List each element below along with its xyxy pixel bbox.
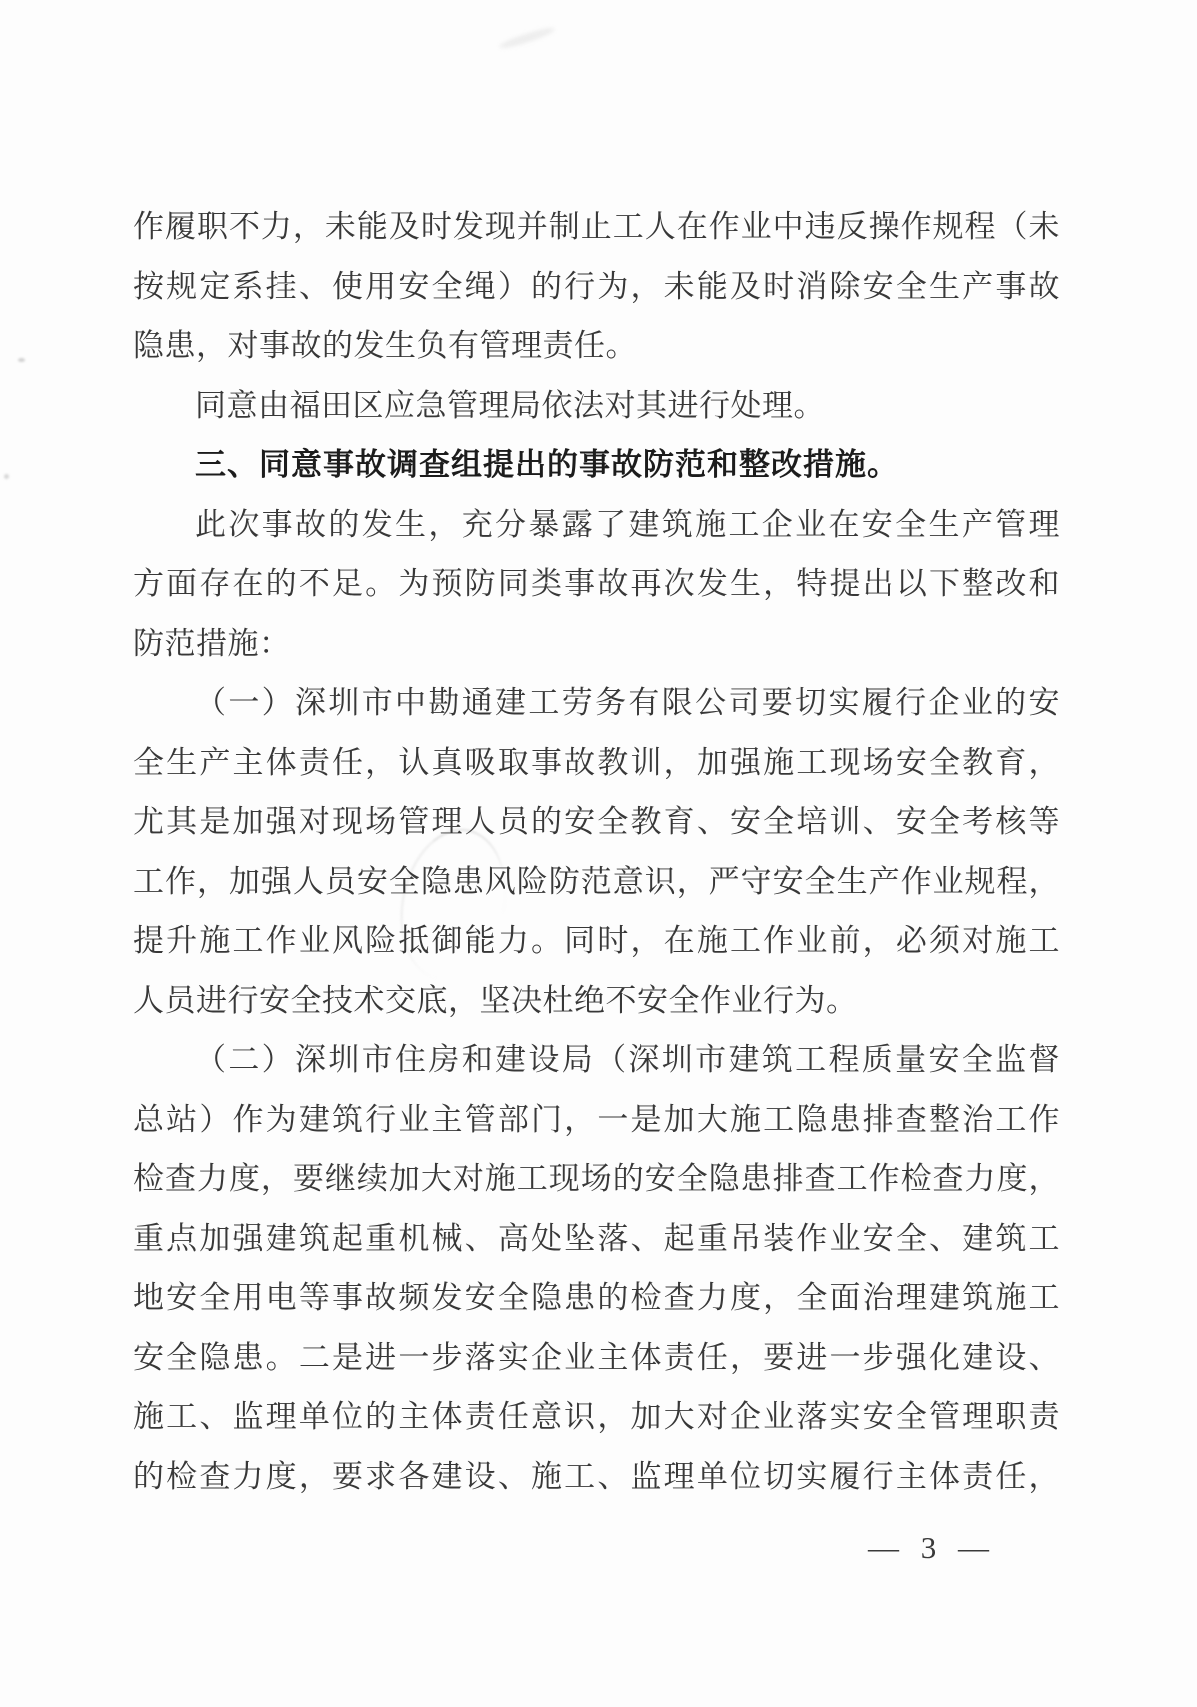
- text-line: 尤其是加强对现场管理人员的安全教育、安全培训、安全考核等: [133, 804, 1060, 839]
- scan-smudge: [498, 25, 556, 51]
- section-heading: 三、同意事故调查组提出的事故防范和整改措施。: [195, 447, 899, 482]
- text-line: 隐患，对事故的发生负有管理责任。: [133, 328, 637, 363]
- text-line: 作履职不力，未能及时发现并制止工人在作业中违反操作规程（未: [133, 209, 1060, 244]
- scan-speck: [18, 358, 25, 362]
- page-number: — 3 —: [868, 1530, 996, 1565]
- text-line: 防范措施：: [133, 625, 291, 661]
- text-line: 施工、监理单位的主体责任意识，加大对企业落实安全管理职责: [133, 1399, 1060, 1434]
- text-line: 同意由福田区应急管理局依法对其进行处理。: [195, 387, 825, 423]
- text-line: 总站）作为建筑行业主管部门，一是加大施工隐患排查整治工作: [133, 1101, 1060, 1137]
- text-line: 此次事故的发生，充分暴露了建筑施工企业在安全生产管理: [195, 506, 1060, 542]
- text-line: 检查力度，要继续加大对施工现场的安全隐患排查工作检查力度，: [133, 1161, 1060, 1196]
- text-line: 地安全用电等事故频发安全隐患的检查力度，全面治理建筑施工: [133, 1280, 1060, 1315]
- text-line: 安全隐患。二是进一步落实企业主体责任，要进一步强化建设、: [133, 1339, 1060, 1375]
- text-line: 工作，加强人员安全隐患风险防范意识，严守安全生产作业规程，: [133, 863, 1060, 899]
- text-line: 提升施工作业风险抵御能力。同时，在施工作业前，必须对施工: [133, 923, 1060, 958]
- text-line: 方面存在的不足。为预防同类事故再次发生，特提出以下整改和: [133, 566, 1060, 601]
- text-line: 的检查力度，要求各建设、施工、监理单位切实履行主体责任，: [133, 1458, 1060, 1494]
- text-line: 按规定系挂、使用安全绳）的行为，未能及时消除安全生产事故: [133, 268, 1060, 304]
- text-line: （二）深圳市住房和建设局（深圳市建筑工程质量安全监督: [195, 1042, 1060, 1077]
- text-line: 人员进行安全技术交底，坚决杜绝不安全作业行为。: [133, 982, 858, 1018]
- text-line: 全生产主体责任，认真吸取事故教训，加强施工现场安全教育，: [133, 744, 1060, 780]
- document-body: [133, 197, 1060, 1506]
- scan-speck: [4, 474, 9, 479]
- text-line: （一）深圳市中勘通建工劳务有限公司要切实履行企业的安: [195, 685, 1060, 720]
- text-line: 重点加强建筑起重机械、高处坠落、起重吊装作业安全、建筑工: [133, 1220, 1060, 1256]
